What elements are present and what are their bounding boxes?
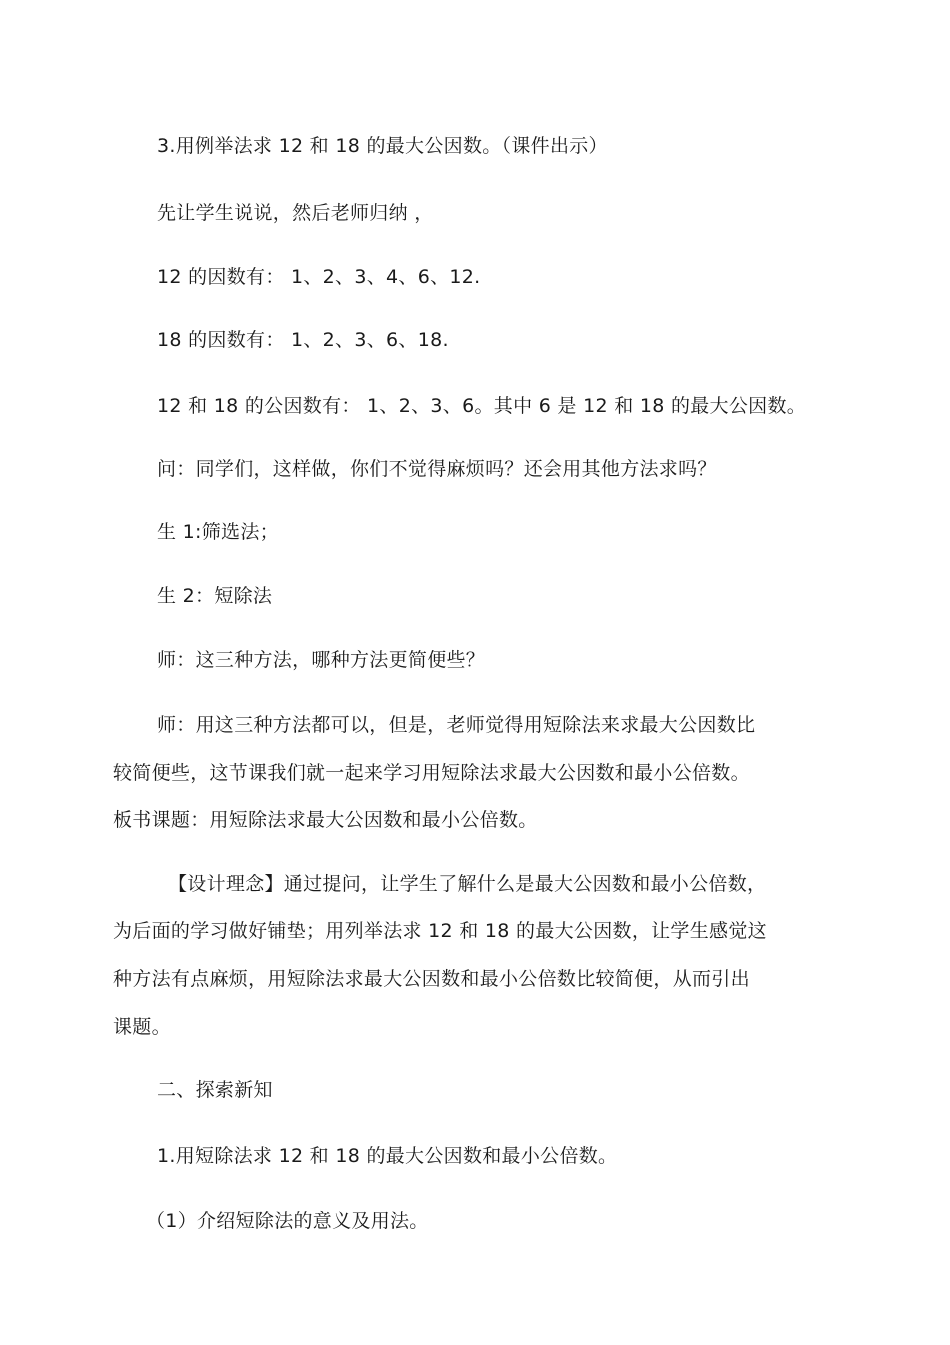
paragraph-line: 3.用例举法求 12 和 18 的最大公因数。（课件出示） (157, 135, 608, 157)
paragraph-line: 师：用这三种方法都可以，但是，老师觉得用短除法来求最大公因数比 (157, 714, 756, 736)
paragraph-line: （1）介绍短除法的意义及用法。 (146, 1210, 429, 1232)
paragraph-line: 12 和 18 的公因数有： 1、2、3、6。其中 6 是 12 和 18 的最大公因数。 (157, 395, 807, 417)
paragraph-line: 18 的因数有： 1、2、3、6、18. (157, 329, 449, 351)
paragraph-line: 较简便些，这节课我们就一起来学习用短除法求最大公因数和最小公倍数。 (113, 762, 750, 784)
paragraph-line: 【设计理念】通过提问，让学生了解什么是最大公因数和最小公倍数， (168, 873, 767, 895)
paragraph-line: 师：这三种方法，哪种方法更简便些？ (157, 649, 486, 671)
paragraph-line: 12 的因数有： 1、2、3、4、6、12. (157, 266, 481, 288)
section-heading: 二、探索新知 (157, 1079, 273, 1101)
paragraph-line: 问：同学们，这样做，你们不觉得麻烦吗？还会用其他方法求吗？ (157, 458, 717, 480)
paragraph-line: 种方法有点麻烦，用短除法求最大公因数和最小公倍数比较简便，从而引出 (113, 968, 750, 990)
paragraph-line: 先让学生说说，然后老师归纳 ， (157, 202, 434, 224)
paragraph-line: 生 1:筛选法； (157, 521, 279, 543)
paragraph-line: 板书课题：用短除法求最大公因数和最小公倍数。 (113, 809, 538, 831)
paragraph-line: 1.用短除法求 12 和 18 的最大公因数和最小公倍数。 (157, 1145, 618, 1167)
paragraph-line: 生 2：短除法 (157, 585, 273, 607)
paragraph-line: 课题。 (113, 1016, 171, 1038)
paragraph-line: 为后面的学习做好铺垫；用列举法求 12 和 18 的最大公因数，让学生感觉这 (113, 920, 767, 942)
